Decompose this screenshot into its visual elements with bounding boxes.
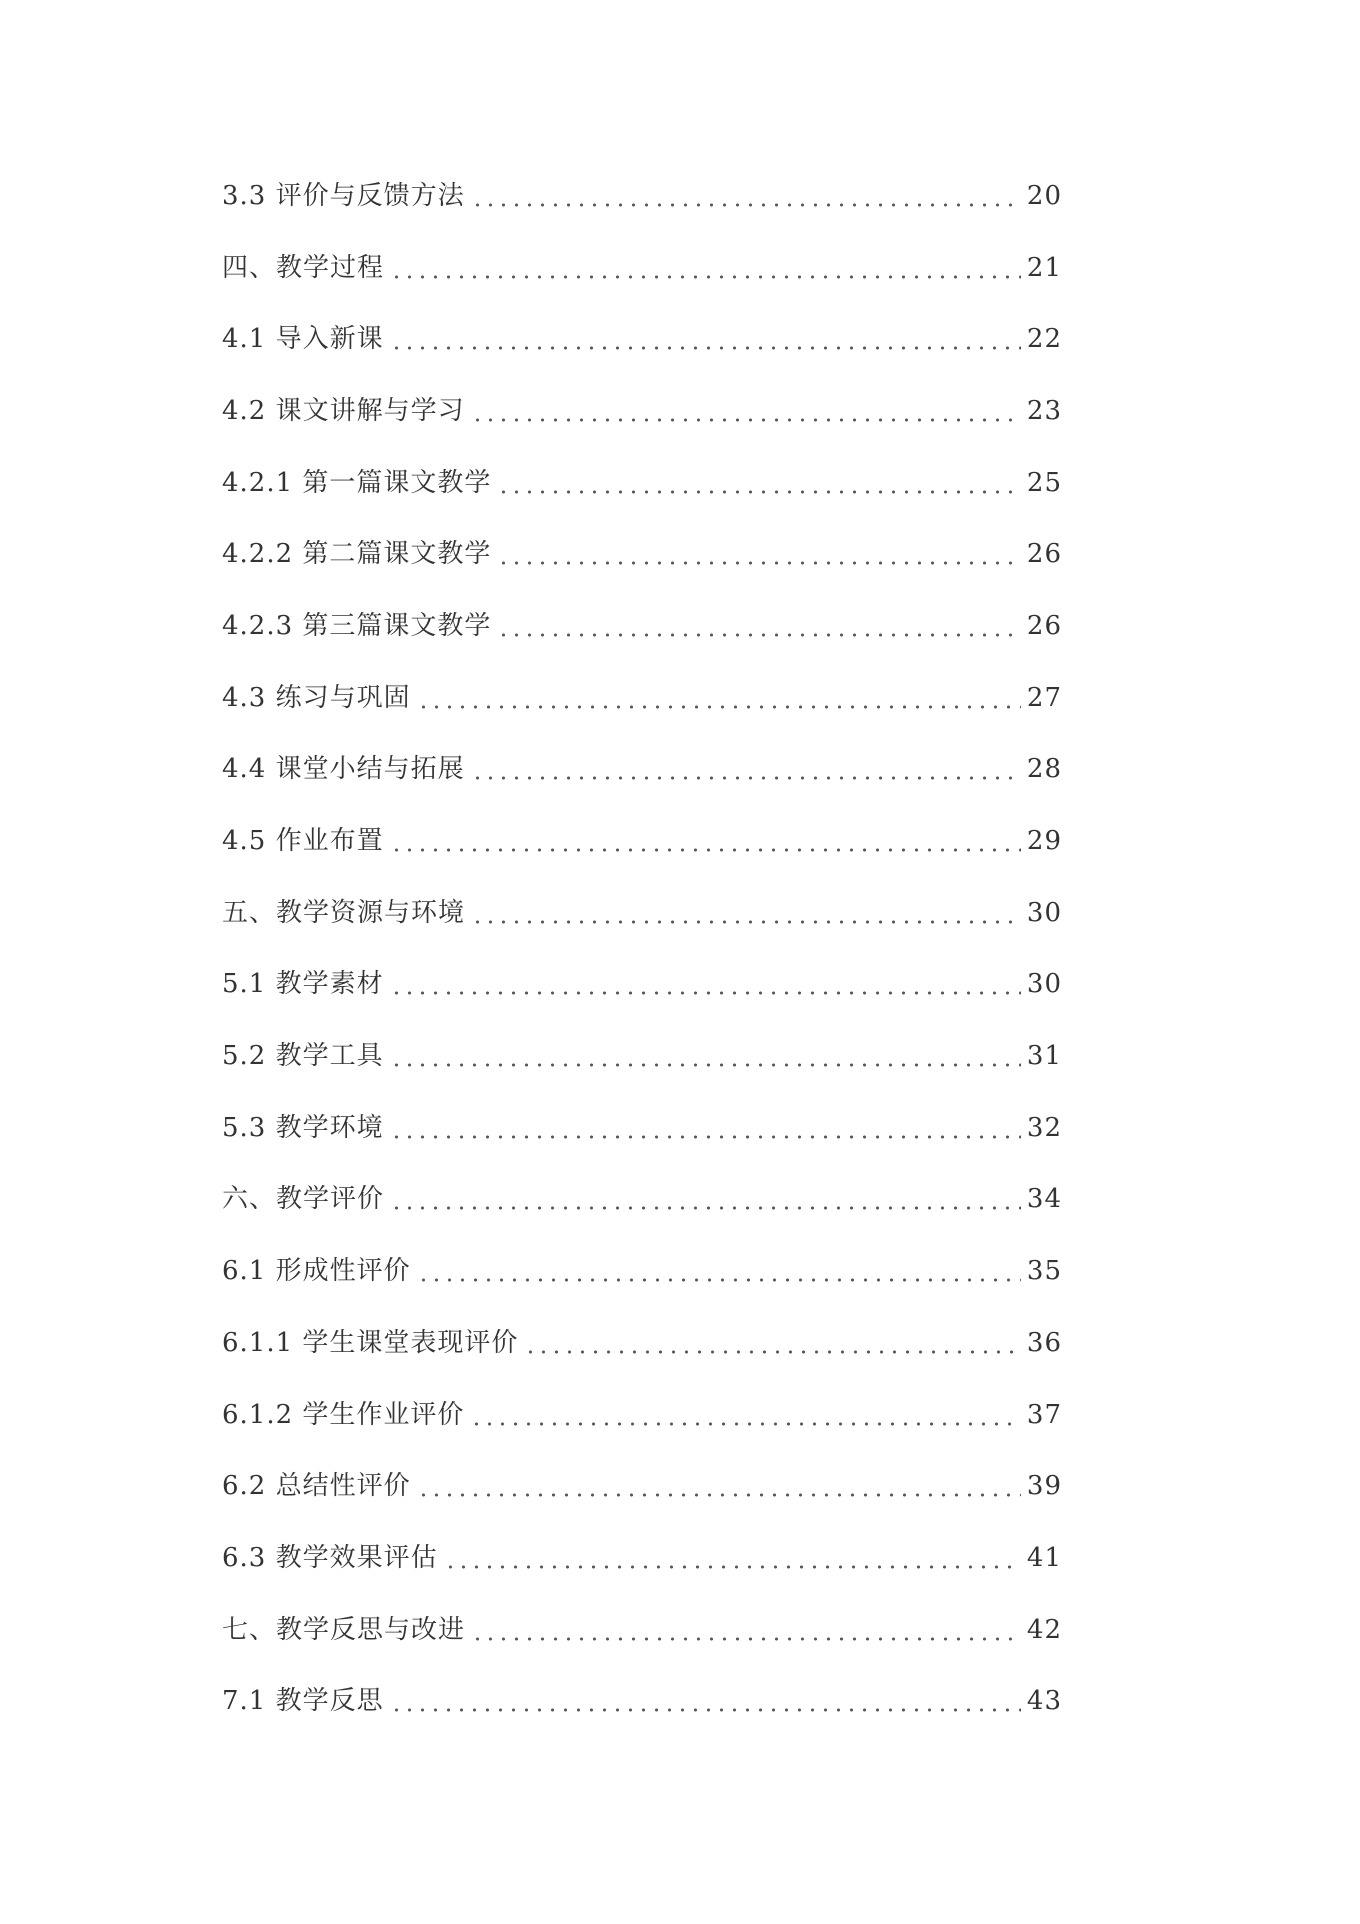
toc-entry-title: 七、教学反思与改进 — [222, 1614, 466, 1645]
toc-entry-title: 6.2 总结性评价 — [222, 1471, 411, 1502]
toc-entry-page-number: 39 — [1026, 1471, 1062, 1502]
toc-entry-page-number: 26 — [1026, 610, 1062, 641]
toc-entry-page-number: 20 — [1026, 180, 1062, 211]
toc-entry-title: 4.3 练习与巩固 — [222, 682, 411, 713]
toc-entry-title: 六、教学评价 — [222, 1184, 385, 1215]
toc-entry-page-number: 41 — [1026, 1542, 1062, 1573]
toc-entry-page-number: 29 — [1026, 826, 1062, 857]
toc-entry-page-number: 35 — [1026, 1256, 1062, 1287]
toc-entry[interactable] — [222, 1379, 1062, 1451]
toc-entry[interactable] — [222, 1235, 1062, 1307]
dot-leader — [524, 1348, 1020, 1356]
dot-leader — [390, 1061, 1021, 1069]
toc-entry-title: 4.4 课堂小结与拓展 — [222, 754, 465, 785]
toc-entry[interactable] — [222, 375, 1062, 447]
toc-entry-page-number: 36 — [1026, 1327, 1062, 1358]
toc-entry-page-number: 28 — [1026, 754, 1062, 785]
toc-entry-title: 6.3 教学效果评估 — [222, 1542, 438, 1573]
toc-entry-page-number: 37 — [1026, 1399, 1062, 1430]
toc-entry-title: 6.1 形成性评价 — [222, 1256, 411, 1287]
toc-entry-page-number: 31 — [1026, 1041, 1062, 1072]
toc-entry-title: 5.1 教学素材 — [222, 969, 384, 1000]
dot-leader — [497, 488, 1020, 496]
dot-leader — [471, 416, 1021, 424]
table-of-contents — [222, 160, 1062, 1737]
toc-entry[interactable] — [222, 447, 1062, 519]
dot-leader — [390, 1204, 1021, 1212]
toc-entry-page-number: 30 — [1026, 969, 1062, 1000]
toc-entry[interactable] — [222, 590, 1062, 662]
toc-entry-title: 五、教学资源与环境 — [222, 897, 466, 928]
dot-leader — [471, 774, 1021, 782]
toc-entry-title: 6.1.2 学生作业评价 — [222, 1399, 465, 1430]
toc-entry[interactable] — [222, 877, 1062, 949]
toc-entry[interactable] — [222, 734, 1062, 806]
dot-leader — [390, 846, 1021, 854]
toc-entry-title: 4.2.2 第二篇课文教学 — [222, 539, 492, 570]
toc-entry[interactable] — [222, 1522, 1062, 1594]
dot-leader — [444, 1563, 1021, 1571]
dot-leader — [390, 273, 1021, 281]
toc-entry-page-number: 34 — [1026, 1184, 1062, 1215]
dot-leader — [390, 344, 1021, 352]
dot-leader — [497, 559, 1020, 567]
toc-entry[interactable] — [222, 1092, 1062, 1164]
toc-entry-page-number: 22 — [1026, 324, 1062, 355]
toc-entry-title: 4.2 课文讲解与学习 — [222, 395, 465, 426]
dot-leader — [497, 631, 1020, 639]
toc-entry-title: 5.2 教学工具 — [222, 1041, 384, 1072]
toc-entry[interactable] — [222, 1164, 1062, 1236]
toc-entry-page-number: 25 — [1026, 467, 1062, 498]
toc-entry-page-number: 26 — [1026, 539, 1062, 570]
toc-entry[interactable] — [222, 1594, 1062, 1666]
toc-entry[interactable] — [222, 662, 1062, 734]
toc-entry-page-number: 32 — [1026, 1112, 1062, 1143]
dot-leader — [390, 1706, 1021, 1714]
toc-entry[interactable] — [222, 1450, 1062, 1522]
toc-entry[interactable] — [222, 805, 1062, 877]
toc-entry-title: 四、教学过程 — [222, 252, 385, 283]
toc-entry-page-number: 30 — [1026, 897, 1062, 928]
dot-leader — [471, 1635, 1021, 1643]
toc-entry-title: 5.3 教学环境 — [222, 1112, 384, 1143]
toc-entry[interactable] — [222, 1020, 1062, 1092]
dot-leader — [390, 1133, 1021, 1141]
toc-entry-title: 4.5 作业布置 — [222, 826, 384, 857]
dot-leader — [417, 1276, 1021, 1284]
toc-entry[interactable] — [222, 1307, 1062, 1379]
toc-entry[interactable] — [222, 518, 1062, 590]
toc-entry-title: 3.3 评价与反馈方法 — [222, 180, 465, 211]
toc-entry-page-number: 42 — [1026, 1614, 1062, 1645]
toc-entry-title: 6.1.1 学生课堂表现评价 — [222, 1327, 519, 1358]
toc-entry[interactable] — [222, 303, 1062, 375]
dot-leader — [417, 1491, 1021, 1499]
dot-leader — [471, 201, 1021, 209]
toc-entry-page-number: 27 — [1026, 682, 1062, 713]
dot-leader — [390, 989, 1021, 997]
toc-entry-title: 7.1 教学反思 — [222, 1686, 384, 1717]
toc-entry-page-number: 23 — [1026, 395, 1062, 426]
dot-leader — [417, 703, 1021, 711]
dot-leader — [471, 918, 1021, 926]
toc-entry-page-number: 43 — [1026, 1686, 1062, 1717]
toc-entry-title: 4.1 导入新课 — [222, 324, 384, 355]
toc-entry-title: 4.2.3 第三篇课文教学 — [222, 610, 492, 641]
toc-entry[interactable] — [222, 1665, 1062, 1737]
dot-leader — [470, 1420, 1020, 1428]
toc-entry[interactable] — [222, 160, 1062, 232]
toc-entry-title: 4.2.1 第一篇课文教学 — [222, 467, 492, 498]
toc-entry[interactable] — [222, 949, 1062, 1021]
toc-entry-page-number: 21 — [1026, 252, 1062, 283]
toc-entry[interactable] — [222, 232, 1062, 304]
